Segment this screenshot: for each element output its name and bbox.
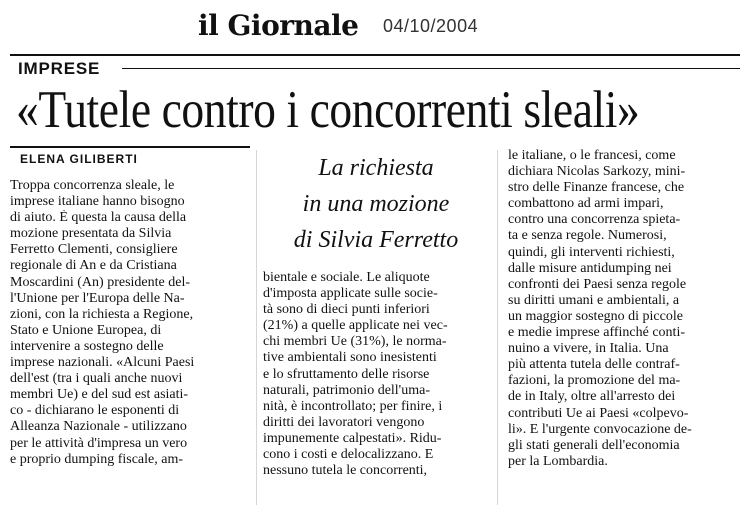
text-line: dell'est (tra i quali anche nuovi <box>10 371 183 387</box>
publication-date: 04/10/2004 <box>383 16 479 36</box>
text-line: contributi Ue ai Paesi «colpevo- <box>508 405 689 421</box>
text-line: naturali, patrimonio dell'uma- <box>263 382 430 398</box>
text-line: Troppa concorrenza sleale, le <box>10 178 175 193</box>
text-line: combattono ad armi impari, <box>508 196 664 212</box>
text-line: di aiuto. È questa la causa della <box>10 210 187 226</box>
text-line: zioni, con la richiesta a Regione, <box>10 306 194 322</box>
text-line: intervenire a sostegno delle <box>10 338 164 354</box>
column-divider <box>256 150 257 505</box>
text-line: per la Lombardia. <box>508 453 608 469</box>
article-column-3 <box>508 148 740 470</box>
text-line: fazioni, la promozione del ma- <box>508 373 681 389</box>
text-line: mozione presentata da Silvia <box>10 226 172 242</box>
section-rule <box>122 68 740 69</box>
text-line: regionale di An e da Cristiana <box>10 258 177 274</box>
text-line: l'Unione per l'Europa delle Na- <box>10 290 185 306</box>
subheadline-line: in una mozione <box>302 191 450 217</box>
text-line: dalle misure antidumping nei <box>508 260 672 276</box>
text-line: ta e senza regole. Numerosi, <box>508 228 667 244</box>
text-line: e lo sfruttamento delle risorse <box>263 366 430 382</box>
text-line: (21%) a quelle applicate nei vec- <box>263 318 448 334</box>
text-line: e medie imprese affinché conti- <box>508 325 685 341</box>
text-line: chi membri Ue (31%), le norma- <box>263 334 447 350</box>
article-column-2 <box>263 270 489 479</box>
text-line: diritti dei lavoratori vengono <box>263 414 425 430</box>
text-line: tà sono di dieci punti inferiori <box>263 302 430 318</box>
section-bar <box>10 58 740 80</box>
text-line: impunemente calpestati». Ridu- <box>263 430 442 446</box>
text-line: nità, è incontrollato; per finire, i <box>263 398 443 414</box>
text-line: per le attività d'impresa un vero <box>10 435 188 451</box>
text-line: Ferretto Clementi, consigliere <box>10 242 178 258</box>
text-line: confronti dei Paesi senza regole <box>508 276 687 292</box>
masthead <box>0 0 750 52</box>
text-line: su diritti umani e ambientali, a <box>508 292 680 308</box>
text-line: tive ambientali sono inesistenti <box>263 350 437 366</box>
text-line: bientale e sociale. Le aliquote <box>263 270 430 285</box>
subheadline <box>263 150 489 258</box>
subheadline-line: La richiesta <box>318 155 434 181</box>
text-line: quindi, gli interventi richiesti, <box>508 244 675 260</box>
text-line: dichiara Nicolas Sarkozy, mini- <box>508 164 686 180</box>
text-line: gli stati generali dell'economia <box>508 437 680 453</box>
text-line: co - dichiarano le esponenti di <box>10 403 180 419</box>
newspaper-logo-text: il Giornale <box>198 9 359 42</box>
subheadline-line: di Silvia Ferretto <box>293 227 459 253</box>
newspaper-logo <box>198 6 358 46</box>
text-line: imprese nazionali. «Alcuni Paesi <box>10 355 195 371</box>
column-divider <box>497 150 498 505</box>
text-line: cono i costi e delocalizzano. E <box>263 447 434 463</box>
text-line: nuino a vivere, in Italia. Una <box>508 341 669 357</box>
text-line: e proprio dumping fiscale, am- <box>10 451 184 467</box>
text-line: stro delle Finanze francese, che <box>508 180 685 196</box>
text-line: imprese italiane hanno bisogno <box>10 194 185 210</box>
text-line: più attenta tutela delle contraf- <box>508 357 680 373</box>
text-line: contro una concorrenza spieta- <box>508 212 681 228</box>
article-column-1 <box>10 178 250 468</box>
text-line: d'imposta applicate sulle socie- <box>263 286 438 302</box>
text-line: Stato e Unione Europea, di <box>10 322 162 338</box>
text-line: Moscardini (An) presidente del- <box>10 274 190 290</box>
headline: «Tutele contro i concorrenti sleali» <box>16 81 640 139</box>
text-line: un maggior sostegno di piccole <box>508 308 683 324</box>
text-line: le italiane, o le francesi, come <box>508 148 676 163</box>
byline-block <box>10 146 250 172</box>
section-label: IMPRESE <box>18 59 101 78</box>
byline: ELENA GILIBERTI <box>20 152 138 166</box>
text-line: Alleanza Nazionale - utilizzano <box>10 419 187 435</box>
text-line: li». E l'urgente convocazione de- <box>508 421 692 437</box>
text-line: membri Ue) e del sud est asiati- <box>10 387 189 403</box>
text-line: nessuno tutela le concorrenti, <box>263 463 428 479</box>
text-line: de in Italy, oltre all'arresto dei <box>508 389 676 405</box>
masthead-divider <box>10 54 740 56</box>
